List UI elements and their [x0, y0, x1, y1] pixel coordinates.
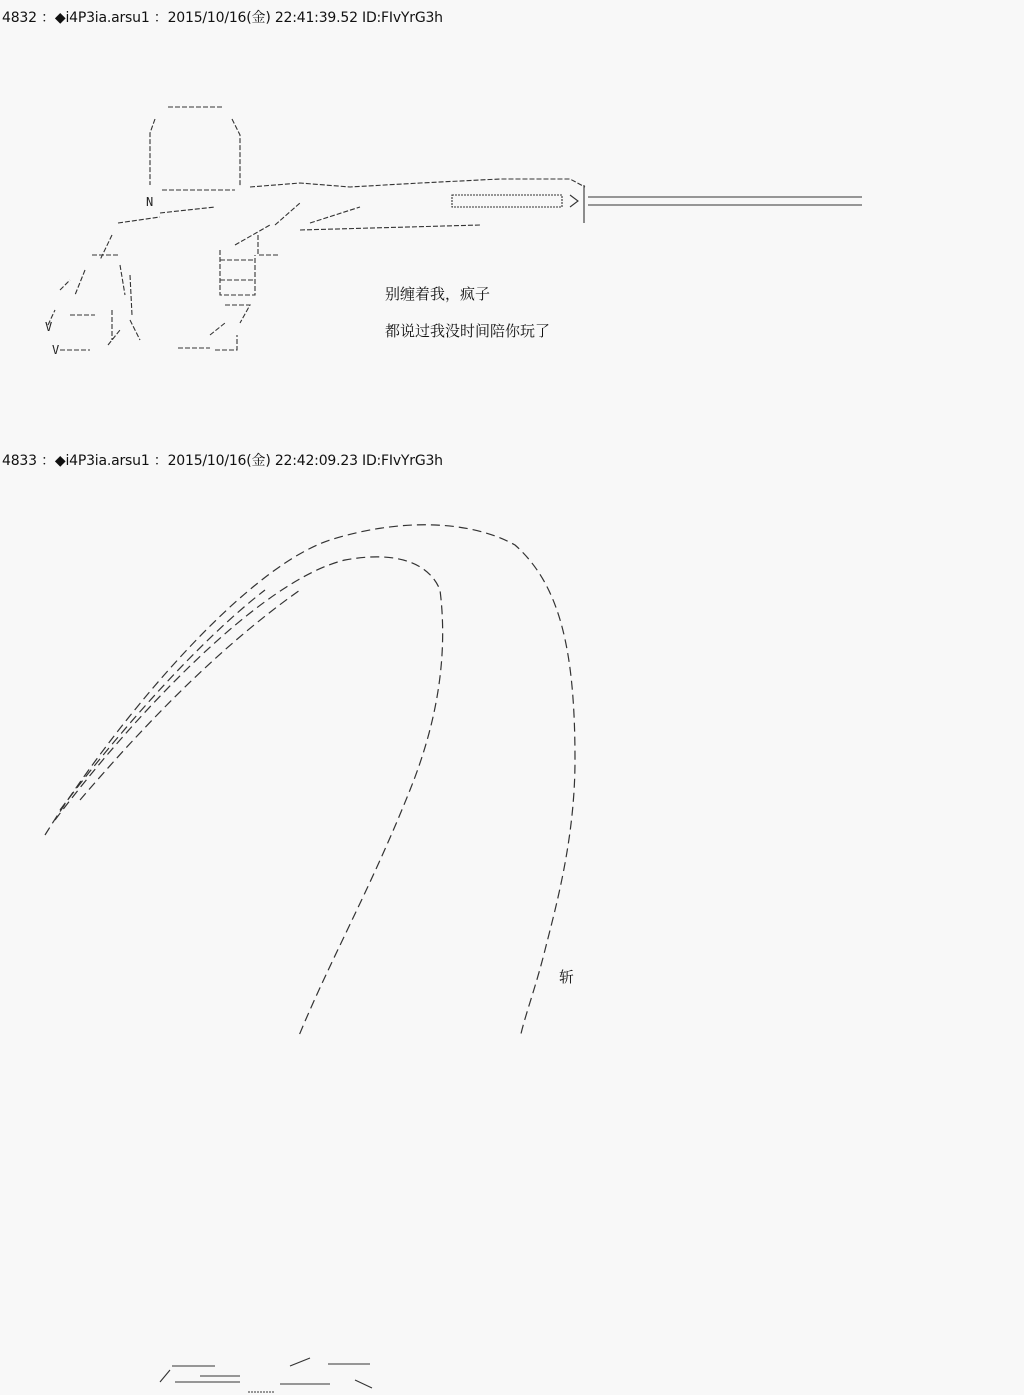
bottom-partial-art	[0, 1352, 400, 1395]
figure-n-glyph: N	[146, 195, 154, 209]
figure-v-glyph: V	[45, 320, 53, 334]
slash-sound-label: 斩	[559, 968, 575, 986]
figure-v-glyph-2: V	[52, 343, 60, 357]
dialogue-line-1: 别缠着我，疯子	[385, 285, 491, 303]
bottom-partial-drawing	[0, 1352, 400, 1395]
post-header-4833: 4833 ：◆i4P3ia.arsu1 ：2015/10/16(金) 22:42:09.23 ID:FIvYrG3h	[2, 453, 443, 469]
dialogue-line-2: 都说过我没时间陪你玩了	[385, 322, 551, 340]
slash-arc-art	[0, 510, 600, 1050]
slash-arc-drawing	[0, 510, 600, 1050]
post-header-4832: 4832 ：◆i4P3ia.arsu1 ：2015/10/16(金) 22:41:39.52 ID:FIvYrG3h	[2, 10, 443, 26]
